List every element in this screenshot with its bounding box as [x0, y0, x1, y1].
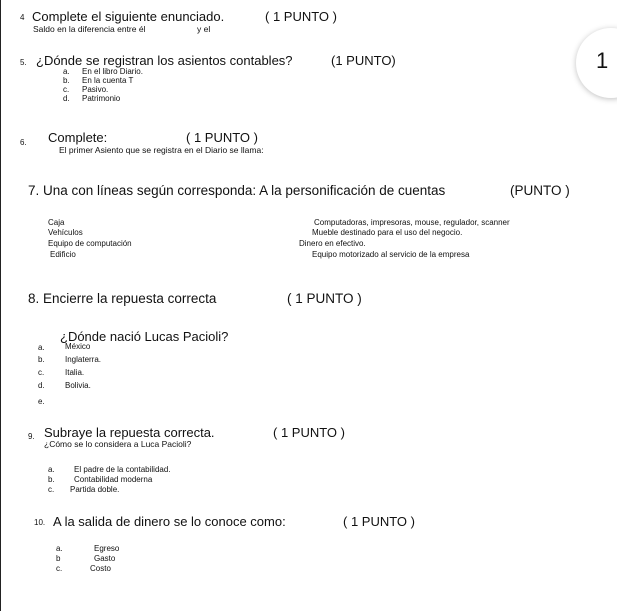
- q8-question: ¿Dónde nació Lucas Pacioli?: [60, 329, 229, 344]
- q5-option-b: En la cuenta T: [82, 76, 134, 85]
- q10-title: A la salida de dinero se lo conoce como:: [53, 514, 286, 529]
- page-left-border: [0, 0, 1, 611]
- q5-option-c: Pasivo.: [82, 85, 109, 94]
- q8-option-letter-d: d.: [38, 381, 45, 390]
- q9-option-letter-c: c.: [48, 485, 55, 494]
- q8-option-letter-c: c.: [38, 368, 45, 377]
- q8-option-b: Inglaterra.: [65, 355, 102, 364]
- q8-option-letter-b: b.: [38, 355, 45, 364]
- q5-number: 5.: [20, 58, 27, 67]
- q6-number: 6.: [20, 138, 27, 147]
- q7-left-item-3: Equipo de computación: [48, 239, 132, 248]
- q8-option-a: México: [65, 342, 91, 351]
- q5-option-letter-d: d.: [63, 94, 70, 103]
- q9-option-c: Partida doble.: [70, 485, 120, 494]
- q7-left-item-1: Caja: [48, 218, 65, 227]
- q5-option-letter-c: c.: [63, 85, 70, 94]
- q9-points: ( 1 PUNTO ): [273, 425, 345, 440]
- q7-right-item-4: Equipo motorizado al servicio de la empresa: [312, 250, 470, 259]
- q10-option-b: Gasto: [94, 554, 116, 563]
- q8-option-d: Bolivia.: [65, 381, 91, 390]
- q5-option-a: En el libro Diario.: [82, 67, 143, 76]
- q7-left-item-4: Edificio: [50, 250, 76, 259]
- q8-option-c: Italia.: [65, 368, 85, 377]
- q10-number: 10.: [34, 518, 46, 527]
- q9-title: Subraye la repuesta correcta.: [44, 425, 215, 440]
- q9-number: 9.: [28, 432, 35, 441]
- q9-option-letter-b: b.: [48, 475, 55, 484]
- q8-title: 8. Encierre la repuesta correcta: [28, 291, 217, 306]
- q10-option-letter-a: a.: [56, 544, 63, 553]
- q5-points: (1 PUNTO): [331, 53, 396, 68]
- q9-option-letter-a: a.: [48, 465, 55, 474]
- q10-option-letter-c: c.: [56, 564, 63, 573]
- q7-left-item-2: Vehículos: [48, 228, 83, 237]
- q8-option-letter-e: e.: [38, 397, 45, 406]
- q4-points: ( 1 PUNTO ): [265, 9, 337, 24]
- q4-statement-b: y el: [197, 24, 211, 34]
- q9-option-a: El padre de la contabilidad.: [74, 465, 171, 474]
- page-number-badge: [576, 28, 617, 98]
- page-number: 1: [596, 48, 609, 73]
- q10-option-letter-b: b: [56, 554, 61, 563]
- q6-statement: El primer Asiento que se registra en el Diario se llama:: [59, 145, 264, 155]
- q4-number: 4: [20, 13, 25, 22]
- q4-statement-a: Saldo en la diferencia entre él: [33, 24, 146, 34]
- q8-option-letter-a: a.: [38, 343, 45, 352]
- q10-points: ( 1 PUNTO ): [343, 514, 415, 529]
- q7-right-item-3: Dinero en efectivo.: [299, 239, 366, 248]
- q4-title: Complete el siguiente enunciado.: [32, 9, 225, 24]
- q7-title: 7. Una con líneas según corresponda: A la personificación de cuentas: [28, 183, 446, 198]
- q6-title: Complete:: [48, 130, 108, 145]
- q8-points: ( 1 PUNTO ): [287, 291, 362, 306]
- q5-option-d: Patrimonio: [82, 94, 121, 103]
- q5-title: ¿Dónde se registran los asientos contables?: [36, 53, 293, 68]
- q7-right-item-1: Computadoras, impresoras, mouse, regulador, scanner: [314, 218, 510, 227]
- q9-option-b: Contabilidad moderna: [74, 475, 153, 484]
- q10-option-a: Egreso: [94, 544, 120, 553]
- q7-points: (PUNTO ): [510, 183, 570, 198]
- q5-option-letter-b: b.: [63, 76, 70, 85]
- q9-question: ¿Cómo se lo considera a Luca Pacioli?: [44, 439, 192, 449]
- q10-option-c: Costo: [90, 564, 111, 573]
- q7-right-item-2: Mueble destinado para el uso del negocio.: [312, 228, 463, 237]
- q6-points: ( 1 PUNTO ): [186, 130, 258, 145]
- q5-option-letter-a: a.: [63, 67, 70, 76]
